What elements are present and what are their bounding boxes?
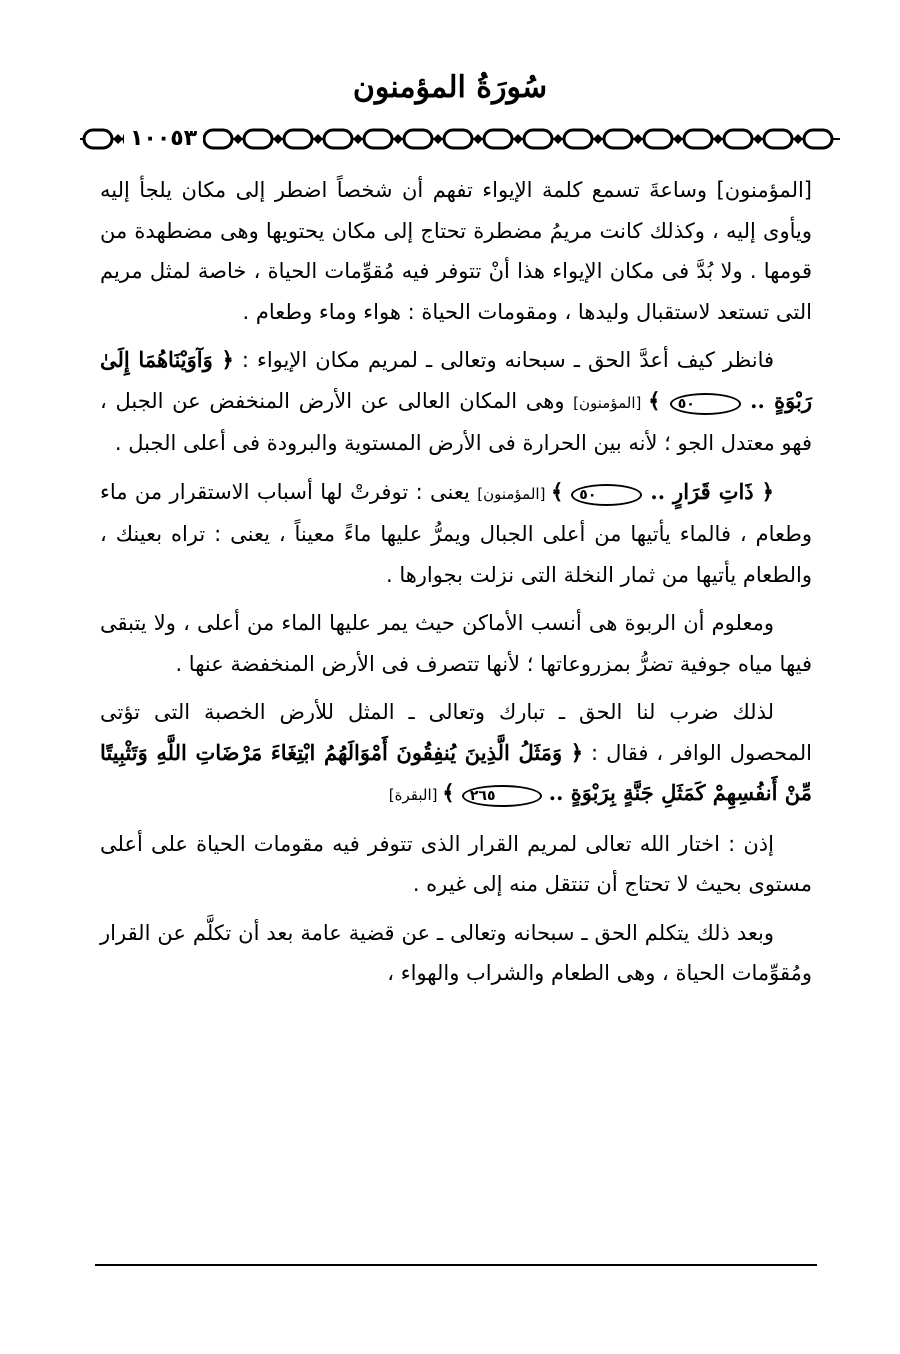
chain-diamond	[673, 134, 683, 144]
chain-link	[684, 130, 712, 148]
chain-link	[524, 130, 552, 148]
chain-diamond	[513, 134, 523, 144]
chain-diamond	[753, 134, 763, 144]
page-number: ١٠٠٥٣	[124, 122, 203, 156]
text-segment: وبعد ذلك يتكلم الحق ـ سبحانه وتعالى ـ عن قضية عامة بعد أن تكلَّم عن القرار ومُقوِّمات الحياة ، وهى الطعام والشراب والهواء ،	[100, 920, 812, 985]
chain-diamond	[593, 134, 603, 144]
paragraph	[100, 603, 812, 684]
quran-verse: ﴿ وَمَثَلُ الَّذِينَ يُنفِقُونَ أَمْوَالَهُمُ ابْتِغَاءَ مَرْضَاتِ اللَّهِ وَتَثْبِيتًا مِّنْ أَنفُسِهِمْ كَمَثَلِ جَنَّةٍ بِرَبْوَةٍ ..	[100, 739, 812, 805]
paragraph	[100, 472, 812, 596]
paragraph	[100, 170, 812, 332]
chain-link	[484, 130, 512, 148]
chain-diamond	[553, 134, 563, 144]
chain-diamond	[313, 134, 323, 144]
chain-diamond	[113, 134, 123, 144]
chain-link	[724, 130, 752, 148]
text-segment: يعنى : توفرتْ لها أسباب الاستقرار من ماء وطعام ، فالماء يأتيها من أعلى الجبال ويمرُّ عليها ماءً معيناً ، يعنى : تراه بعينك ، والطعام يأتيها من ثمار النخلة التى نزلت بجوارها .	[100, 479, 812, 587]
chain-link	[764, 130, 792, 148]
chain-link	[564, 130, 592, 148]
chain-diamond	[353, 134, 363, 144]
chain-link	[284, 130, 312, 148]
chain-link	[204, 130, 232, 148]
quran-verse: ﴿ وَآوَيْنَاهُمَا إِلَىٰ رَبْوَةٍ ..	[100, 347, 812, 413]
chain-link	[804, 130, 832, 148]
paragraph	[100, 824, 812, 905]
chain-link	[324, 130, 352, 148]
chain-diamond	[433, 134, 443, 144]
text-segment: فانظر كيف أعدَّ الحق ـ سبحانه وتعالى ـ لمريم مكان الإيواء :	[233, 348, 775, 372]
text-segment: ومعلوم أن الربوة هى أنسب الأماكن حيث يمر عليها الماء من أعلى ، ولا يتبقى فيها مياه جوفية تضرُّ بمزروعاتها ؛ لأنها تتصرف فى الأرض المنخفضة عنها .	[100, 611, 812, 676]
surah-reference: [المؤمنون]	[477, 484, 551, 503]
chain-link	[404, 130, 432, 148]
ayah-number: ٥٠	[571, 484, 642, 506]
quran-verse: ﴾	[550, 478, 572, 504]
text-segment: إذن : اختار الله تعالى لمريم القرار الذى تتوفر فيه مقومات الحياة على أعلى مستوى بحيث لا تحتاج أن تنتقل منه إلى غيره .	[100, 831, 812, 896]
chain-diamond	[473, 134, 483, 144]
paragraph	[100, 692, 812, 816]
chain-diamond	[793, 134, 803, 144]
chain-link	[644, 130, 672, 148]
chain-diamond	[713, 134, 723, 144]
text-segment: وهى المكان العالى عن الأرض المنخفض عن الجبل ، فهو معتدل الجو ؛ لأنه بين الحرارة فى الأرض المستوية والبرودة فى أعلى الجبل .	[100, 388, 812, 455]
chain-link	[244, 130, 272, 148]
commentary-body	[100, 170, 812, 1002]
quran-verse: ﴾	[648, 387, 670, 413]
text-segment: لذلك ضرب لنا الحق ـ تبارك وتعالى ـ المثل للأرض الخصبة التى تؤتى المحصول الوافر ، فقال :	[100, 700, 812, 765]
chain-diamond	[633, 134, 643, 144]
quran-verse: ﴿ ذَاتِ قَرَارٍ ..	[642, 478, 774, 504]
surah-reference: [المؤمنون]	[573, 393, 649, 412]
chain-link	[444, 130, 472, 148]
footer-rule	[95, 1264, 817, 1266]
chain-diamond	[233, 134, 243, 144]
chain-link	[84, 130, 112, 148]
text-segment: [المؤمنون] وساعةَ تسمع كلمة الإيواء تفهم أن شخصاً اضطر إلى مكان يلجأ إليه ويأوى إليه ، وكذلك كانت مريمُ مضطرة تحتاج إلى مكان يحتويها وهى مضطهدة من قومها . ولا بُدَّ فى مكان الإيواء هذا أنْ تتوفر فيه مُقوِّمات الحياة ، خاصة لمثل مريم التى تستعد لاستقبال وليدها ، ومقومات الحياة : هواء وماء وطعام .	[100, 178, 812, 324]
paragraph	[100, 913, 812, 994]
chain-link	[604, 130, 632, 148]
ayah-number: ٥٠	[670, 393, 741, 415]
surah-reference: [البقرة]	[388, 786, 443, 804]
chain-diamond	[273, 134, 283, 144]
quran-verse: ﴾	[442, 780, 462, 805]
ayah-number: ٢٦٥	[462, 785, 542, 807]
chain-diamond	[393, 134, 403, 144]
header-ornament-band	[80, 122, 840, 156]
chain-link	[364, 130, 392, 148]
paragraph	[100, 340, 812, 464]
surah-title: سُورَةُ المؤمنون	[352, 70, 548, 105]
